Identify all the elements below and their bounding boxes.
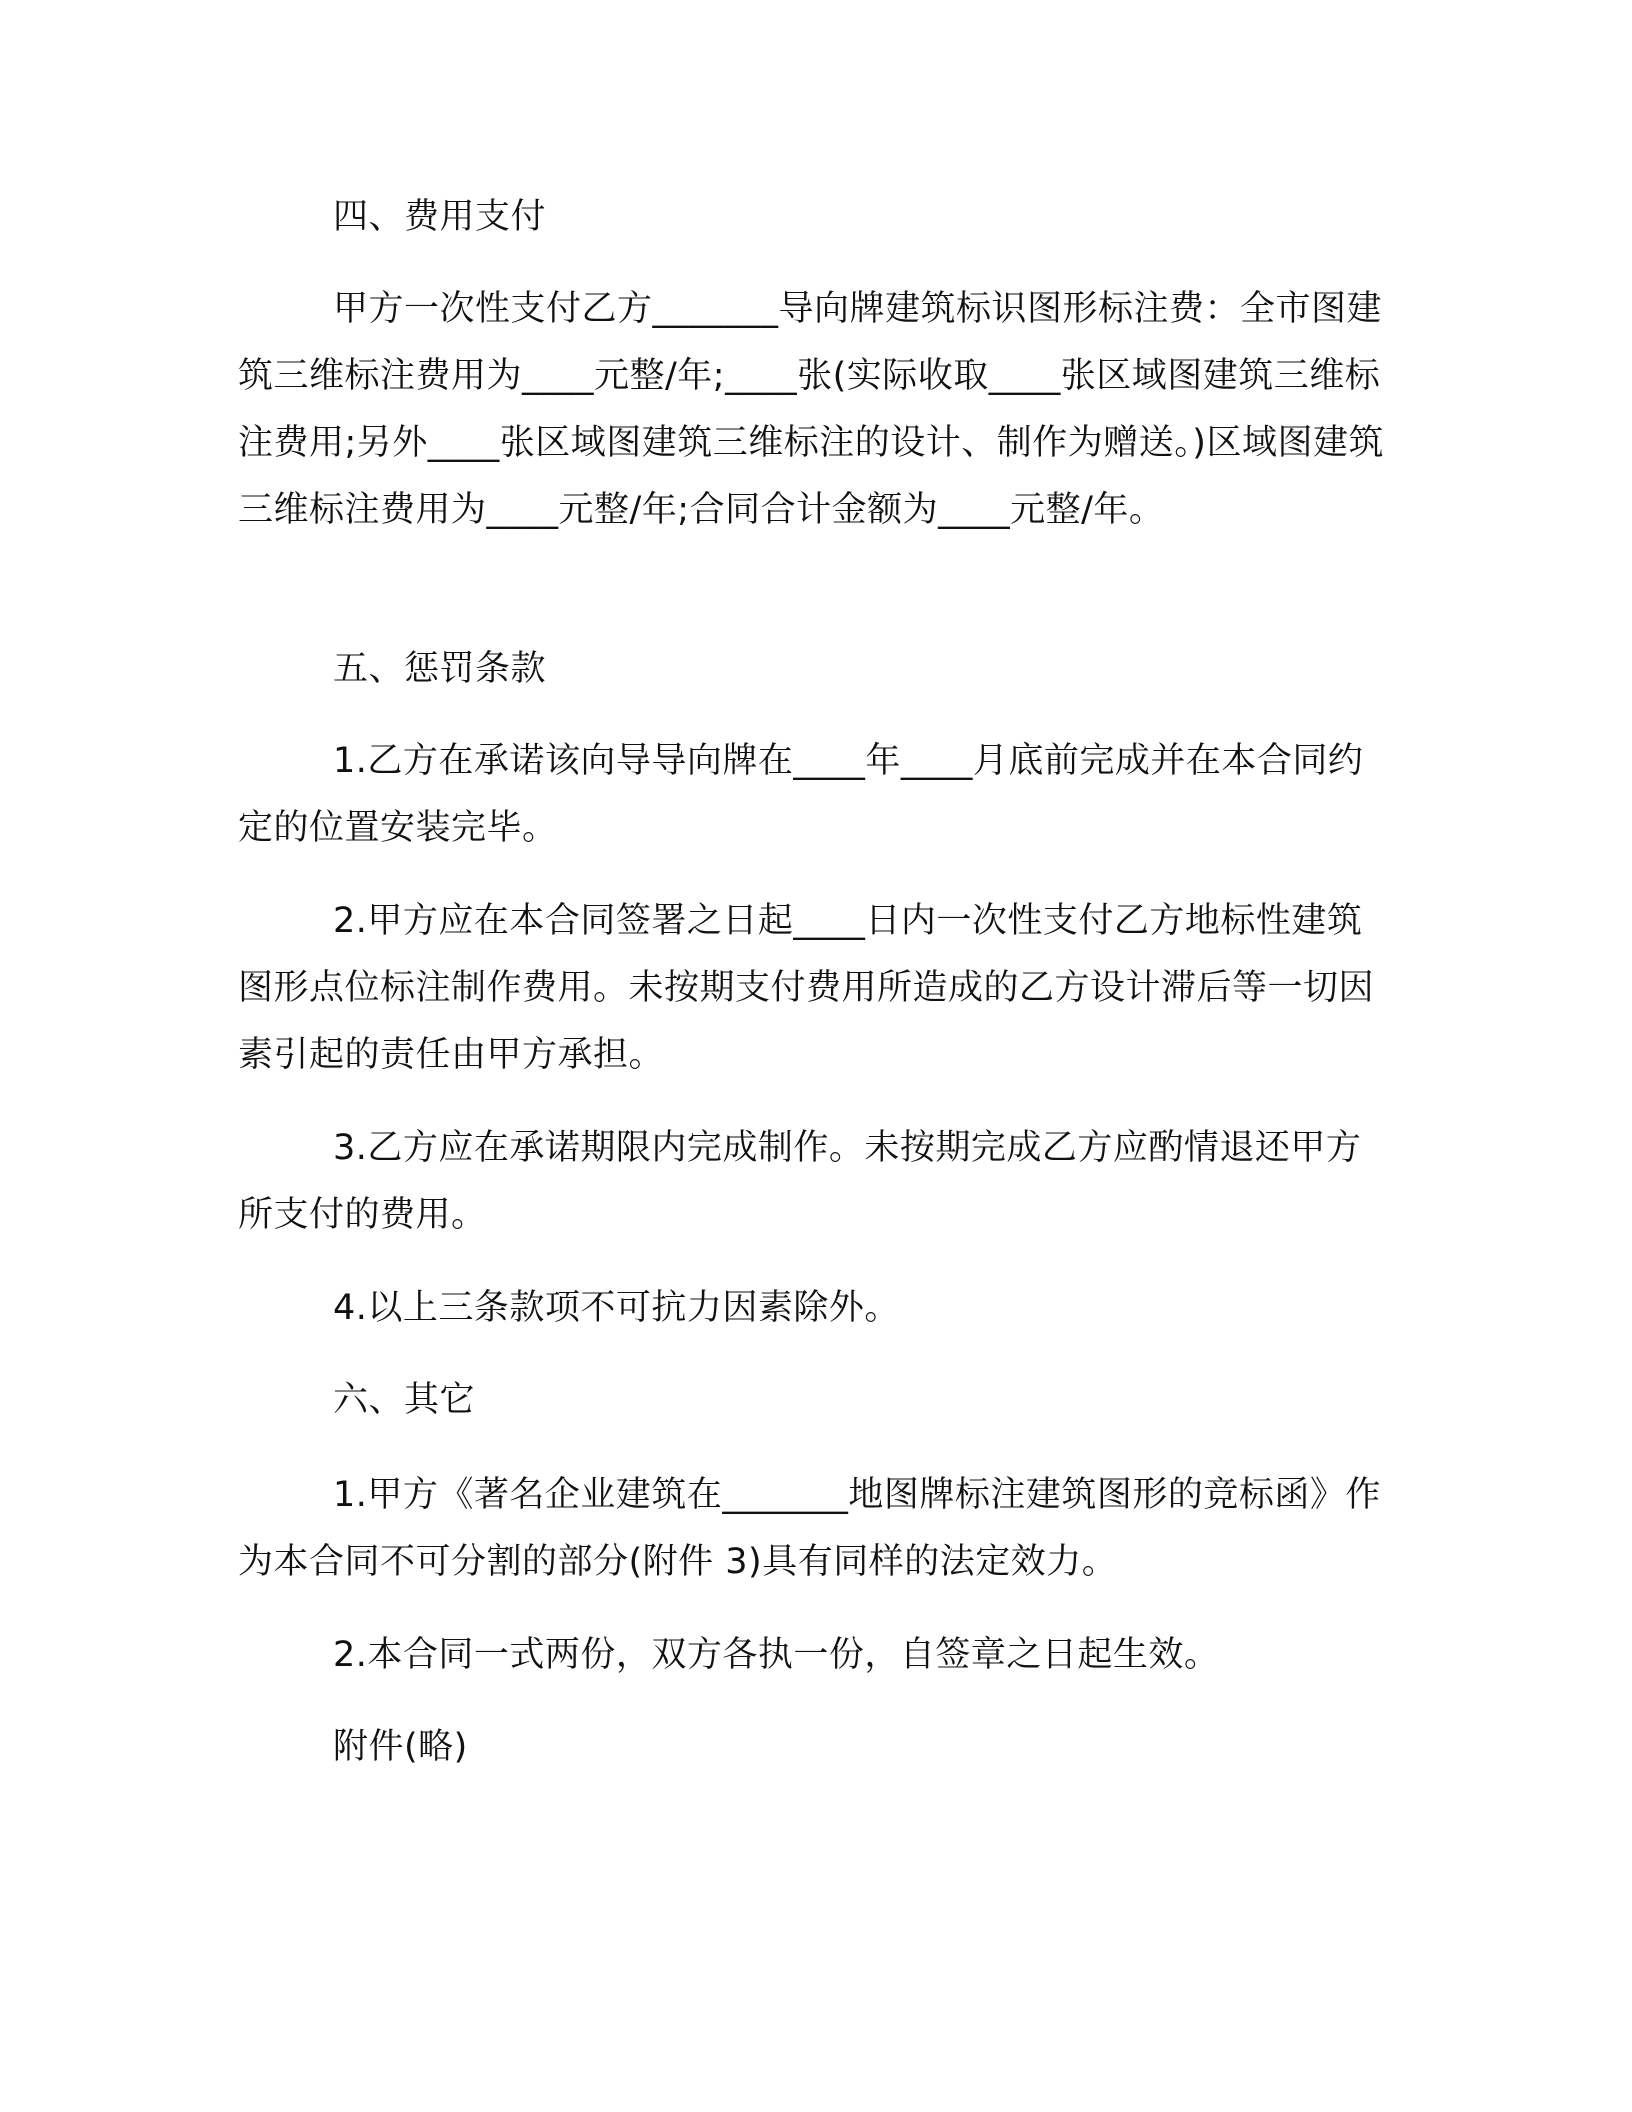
section-4-heading: 四、费用支付	[333, 197, 547, 237]
section-4-body: 甲方一次性支付乙方_______导向牌建筑标识图形标注费：全市图建筑三维标注费用为____元整/年;____张(实际收取____张区域图建筑三维标注费用;另外____张区域图建筑三维标注的设计、制作为赠送。)区域图建筑三维标注费用为____元整/年;合同合计金额为____元整/年。	[238, 289, 1384, 530]
section-6-item-2: 2.本合同一式两份，双方各执一份，自签章之日起生效。	[333, 1635, 1220, 1675]
section-5-item-3: 3.乙方应在承诺期限内完成制作。未按期完成乙方应酌情退还甲方所支付的费用。	[238, 1128, 1362, 1235]
section-6-item-1: 1.甲方《著名企业建筑在_______地图牌标注建筑图形的竞标函》作为本合同不可分割的部分(附件 3)具有同样的法定效力。	[238, 1475, 1381, 1582]
section-5-item-2: 2.甲方应在本合同签署之日起____日内一次性支付乙方地标性建筑图形点位标注制作费用。未按期支付费用所造成的乙方设计滞后等一切因素引起的责任由甲方承担。	[238, 901, 1375, 1075]
attachment-note: 附件(略)	[333, 1727, 468, 1767]
section-6-heading: 六、其它	[333, 1380, 476, 1420]
section-5-item-4: 4.以上三条款项不可抗力因素除外。	[333, 1288, 900, 1328]
section-5-item-1: 1.乙方在承诺该向导导向牌在____年____月底前完成并在本合同约定的位置安装完毕。	[238, 741, 1364, 848]
section-5-heading: 五、惩罚条款	[333, 649, 547, 689]
